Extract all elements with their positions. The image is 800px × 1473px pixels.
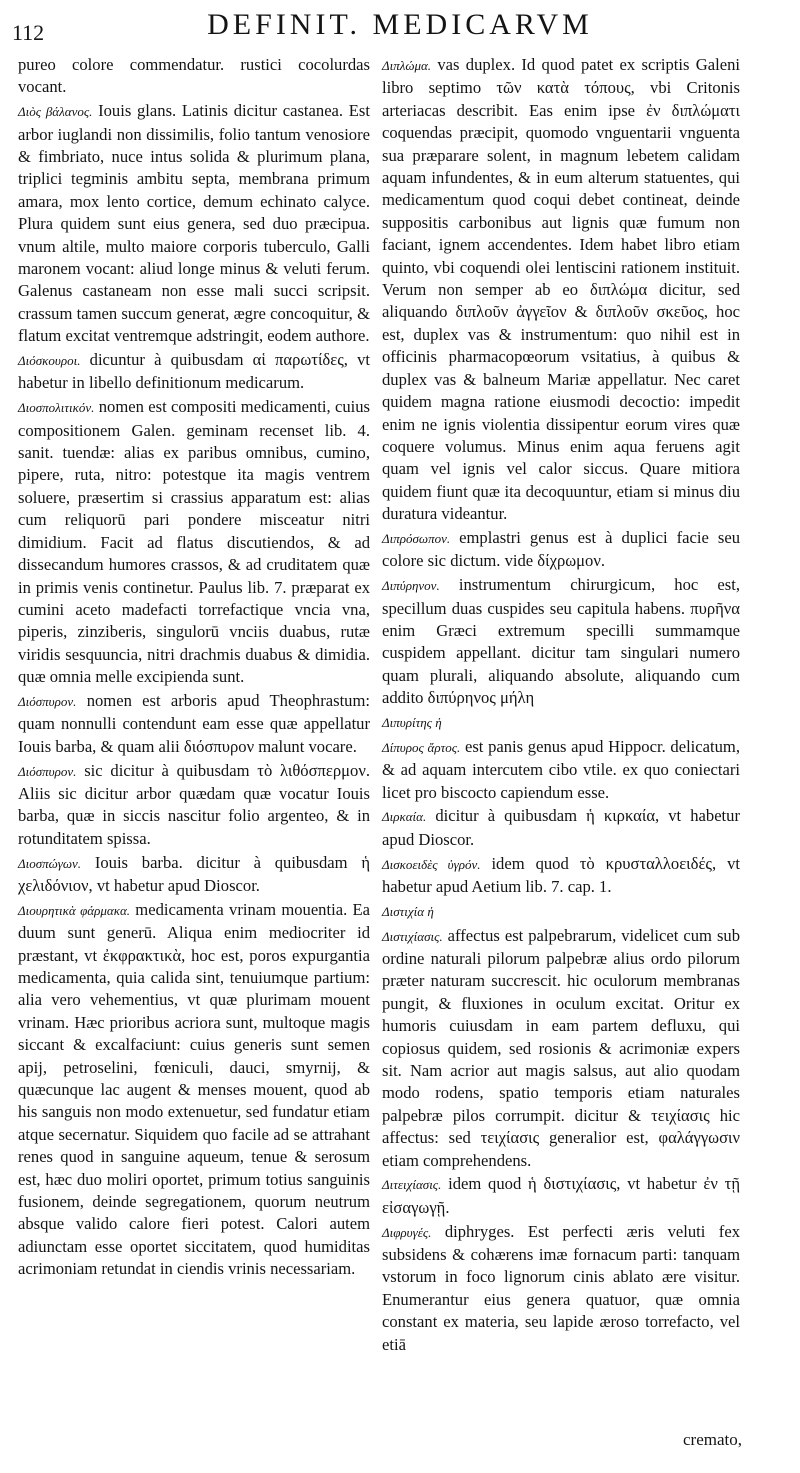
dictionary-entry xyxy=(382,711,740,734)
dictionary-entry xyxy=(382,54,740,526)
entry-headword: Διστιχία ἡ xyxy=(382,903,434,919)
entry-text: instrumentum chirurgicum, hoc est, specillum duas cuspides seu capitula habens. πυρῆνα enim Græci extremum specilli summamque cuspidem appellant. dicitur tam singulari numero quam plurali, aliquando absolute, aliquando cum addito διπύρηνος μήλη xyxy=(382,575,740,708)
left-column xyxy=(18,54,370,1282)
dictionary-entry xyxy=(382,574,740,709)
entry-text: idem quod τὸ κρυσταλλοειδές, vt habetur apud Aetium lib. 7. cap. 1. xyxy=(382,853,740,896)
dictionary-entry xyxy=(18,852,370,898)
entry-headword: Διπύρηνον. xyxy=(382,578,440,594)
entry-headword: Διόσκουροι. xyxy=(18,353,81,369)
dictionary-entry xyxy=(382,1173,740,1219)
entry-headword: Διουρητικὰ φάρμακα. xyxy=(18,902,131,918)
entry-text: nomen est arboris apud Theophrastum: quam nonnulli contendunt eam esse quæ appellatur Iouis barba, & quam alii διόσπυρον malunt vocare. xyxy=(18,690,370,756)
entry-text: Iouis barba. dicitur à quibusdam ἡ χελιδόνιον, vt habetur apud Dioscor. xyxy=(18,852,370,895)
entry-headword: Διφρυγές. xyxy=(382,1224,432,1240)
entry-headword: Διοσπώγων. xyxy=(18,855,82,871)
entry-text: emplastri genus est à duplici facie seu colore sic dictum. vide δίχρωμον. xyxy=(382,527,740,571)
dictionary-entry xyxy=(382,853,740,899)
entry-text: idem quod ἡ διστιχίασις, vt habetur ἐν τῇ εἰσαγωγῇ. xyxy=(382,1174,740,1217)
entry-headword: Διτειχίασις. xyxy=(382,1177,442,1193)
entry-headword: Διρκαία. xyxy=(382,809,427,825)
dictionary-entry xyxy=(382,736,740,804)
entry-text: nomen est compositi medicamenti, cuius compositionem Galen. geminam recenset lib. 4. sanit. tuendæ: alias ex paribus omnibus, cumino, pipere, ruta, nitro: potestque ita magis ventrem soluere, præsertim si crassius apparatum est: alias cum reliquorū pari pondere misceatur nitri dimidium. Facit ad flatus discutiendos, & ad dissecandum humores crassos, & ad cruditatem quæ in primis venis continetur. Paulus lib. 7. præparat ex cumini aceto madefacti torrefactique vncia vna, piperis, zinziberis, singulorū vnciis duabus, rutæ viridis sesquuncia, nitri drachmis duabus & dimidia. quæ omnia melle excipienda sunt. xyxy=(18,397,370,687)
page-number: 112 xyxy=(12,20,45,45)
page-header xyxy=(0,6,800,48)
running-title: DEFINIT. MEDICARVM xyxy=(207,8,593,41)
catchword: cremato, xyxy=(683,1430,742,1449)
entry-text: dicitur à quibusdam ἡ κιρκαία, vt habetur apud Dioscor. xyxy=(382,806,740,849)
dictionary-entry xyxy=(18,899,370,1281)
entry-headword: Διὸς βάλανος. xyxy=(18,104,93,120)
entry-text: affectus est palpebrarum, videlicet cum sub ordine naturali pilorum palpebræ alius ordo pilorum præter naturam succrescit. hic oculorum membranas pungit, & fluxiones in oculum excitat. Oritur ex humoris cuiusdam in eam partem defluxu, qui copiosus quidem, sed rosionis & acrimoniæ expers sit. Nam acrior aut magis salsus, aut alio quodam modo rodens, spatio temporis etiam naturales palpebræ pilos corrumpit. dicitur & τειχίασις hic affectus: sed τειχίασις generalior est, φαλάγγωσιν etiam comprehendens. xyxy=(382,925,740,1170)
entry-headword: Διόσπυρον. xyxy=(18,693,77,709)
dictionary-entry xyxy=(18,349,370,395)
right-column xyxy=(382,54,740,1357)
entry-headword: Διπρόσωπον. xyxy=(382,530,451,546)
entry-text: dicuntur à quibusdam αἱ παρωτίδες, vt habetur in libello definitionum medicarum. xyxy=(18,350,370,393)
entry-text: Iouis glans. Latinis dicitur castanea. Est arbor iuglandi non dissimilis, folio tantum venosiore & fimbriato, nuce intus solida & plurimum plana, triplici tegminis ambitu septa, membrana primum amara, mox lento cortice, demum echinato calyce. Plura quidem sunt eius genera, sed duo præcipua. vnum altile, multo maiore corporis tuberculo, Galli maronem vocant: aliud longe minus & veluti ferum. Galenus castaneam non esse mali succi scripsit. crassum tamen succum generat, ægre concoquitur, & flatum excitat ventremque adstringit, eodem authore. xyxy=(18,101,370,346)
entry-text: vas duplex. Id quod patet ex scriptis Galeni libro septimo τῶν κατὰ τόπους, vbi Critonis arteriacas describit. Eas enim ipse ἐν διπλώματι coquendas præcipit, quomodo vnguentarii vnguenta sua præparare solent, in magnum lebetem calidam aquam infundentes, & in eum alterum statuentes, qui medicamentum quod coqui debet contineat, deinde suppositis carbonibus aut lignis quæ fumum non faciant, ignem accendentes. Idem habet libro etiam quinto, vbi coquendi olei lentiscini rationem instituit. Verum non semper ab eo διπλώμα dicitur, sed aliquando διπλοῦν ἀγγεῖον & διπλοῦν σκεῦος, hoc est, duplex vas & instrumentum: quo nihil est in officinis pharmacopœorum vsitatius, à quibus & duplex vas & balneum Mariæ appellatur. Nec caret quidem magna ratione eiusmodi decoctio: impedit enim ne ignis violentia dissipentur eorum vires quæ coquere volumus. Minus enim aqua feruens agit quam vel ignis vel calor siccus. Quare mitiora quidem fiunt quæ ita decoquuntur, etiam si minus diu duratura videantur. xyxy=(382,55,740,524)
entry-text: sic dicitur à quibusdam τὸ λιθόσπερμον. Aliis sic dicitur arbor quædam quæ vocatur Iouis barba, quæ in siccis nascitur folio argenteo, & in rotunditatem spissa. xyxy=(18,760,370,848)
dictionary-entry xyxy=(18,760,370,851)
entry-headword: Διπλώμα. xyxy=(382,58,432,73)
entry-text: diphryges. Est perfecti æris veluti fex subsidens & cohærens imæ fornacum parti: tanquam vstorum in foco lignorum cinis ablato ære visitur. Enumerantur eius genera quatuor, quæ omnia constant ex materia, seu lapide æroso torrefacto, vel etiā xyxy=(382,1221,740,1354)
dictionary-entry xyxy=(382,900,740,923)
entry-headword: Διπυρίτης ἡ xyxy=(382,714,442,730)
entry-text: est panis genus apud Hippocr. delicatum, & ad aquam intercutem cibo vtile. ex quo coniectari licet pro biscocto capiendum esse. xyxy=(382,736,740,802)
dictionary-entry xyxy=(18,54,370,99)
dictionary-entry xyxy=(382,805,740,851)
entry-headword: Διοσπολιτικόν. xyxy=(18,400,95,416)
dictionary-entry xyxy=(382,1221,740,1356)
dictionary-entry xyxy=(18,690,370,758)
entry-headword: Διόσπυρον. xyxy=(18,763,77,779)
dictionary-entry xyxy=(18,396,370,688)
entry-text: pureo colore commendatur. rustici cocolurdas vocant. xyxy=(18,55,370,97)
entry-headword: Δισκοειδὲς ὑγρόν. xyxy=(382,856,481,872)
entry-text: medicamenta vrinam mouentia. Ea duum sunt generū. Aliqua enim mediocriter id præstant, vt ἐκφρακτικὰ, hoc est, poros expurgantia medicamenta, quia calida sint, tenuiumque partium: alia vero vehementius, vt quæ plurimam mouent vrinam. Hæc prioribus acriora sunt, multoque magis siccant & excalfaciunt: cuius generis sunt semen apij, petroselini, fœniculi, dauci, smyrnij, & quæcunque lac augent & menses mouent, quod ab his sanguis non modo extenuetur, sed fundatur etiam atque secernatur. Siquidem quo facile ad se attrahant renes quod in sanguine aqueum, tenue & serosum est, hæc duo moliri oportet, primum totius sanguinis fusionem, deinde segregationem, quorum neutrum absque valido calore fieri potest. Calori autem adiunctam esse oportet siccitatem, quod humiditas acrimoniam retundat in ciendis vrinis necessariam. xyxy=(18,899,370,1279)
entry-headword: Διστιχίασις. xyxy=(382,928,443,944)
dictionary-entry xyxy=(18,100,370,347)
entry-headword: Δίπυρος ἄρτος. xyxy=(382,739,461,755)
dictionary-entry xyxy=(382,925,740,1172)
dictionary-entry xyxy=(382,527,740,573)
